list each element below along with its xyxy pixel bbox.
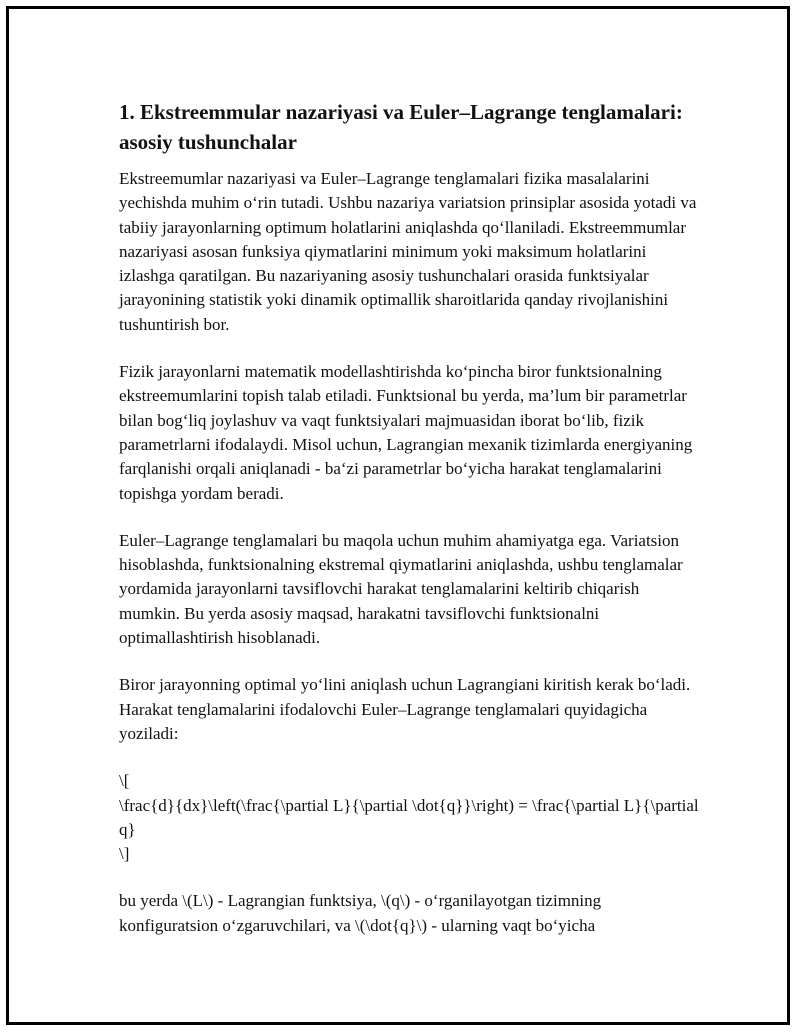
- euler-lagrange-formula: [119, 769, 699, 866]
- formula-close: \]: [119, 844, 130, 864]
- paragraph-5: bu yerda \(L\) - Lagrangian funktsiya, \(q\) - oʻrganilayotgan tizimning konfiguratsion oʻzgaruvchilari, va \(\dot{q}\) - ularning vaqt boʻyicha: [119, 891, 602, 935]
- paragraph-1: Ekstreemumlar nazariyasi va Euler–Lagrange tenglamalari fizika masalalarini yechishda muhim oʻrin tutadi. Ushbu nazariya variatsion prinsiplar asosida yotadi va tabiiy jarayonlarning optimum holatlarini aniqlashda qoʻllaniladi. Ekstreemmumlar nazariyasi asosan funksiya qiymatlarini minimum yoki maksimum holatlarini izlashga qaratilgan. Bu nazariyaning asosiy tushunchalari orasida funktsiyalar jarayonining statistik yoki dinamik optimallik sharoitlarida qanday rivojlanishini tushuntirish bor.: [119, 169, 697, 334]
- paragraph-3: Euler–Lagrange tenglamalari bu maqola uchun muhim ahamiyatga ega. Variatsion hisoblashda, funktsionalning ekstremal qiymatlarini aniqlashda, ushbu tenglamalar yordamida jarayonlarni tavsiflovchi harakat tenglamalarini keltirib chiqarish mumkin. Bu yerda asosiy maqsad, harakatni tavsiflovchi funktsionalni optimallashtirish hisoblanadi.: [119, 530, 683, 648]
- formula-body: \frac{d}{dx}\left(\frac{\partial L}{\partial \dot{q}}\right) = \frac{\partial L}{\partial q}: [119, 795, 699, 839]
- formula-open: \[: [119, 771, 130, 791]
- document-content: [119, 97, 699, 961]
- paragraph-4: Biror jarayonning optimal yoʻlini aniqlash uchun Lagrangiani kiritish kerak boʻladi. Harakat tenglamalarini ifodalovchi Euler–Lagrange tenglamalari quyidagicha yoziladi:: [119, 675, 691, 743]
- section-heading: 1. Ekstreemmular nazariyasi va Euler–Lagrange tenglamalari: asosiy tushunchalar: [119, 100, 683, 154]
- page-frame: [6, 6, 790, 1025]
- paragraph-2: Fizik jarayonlarni matematik modellashtirishda koʻpincha biror funktsionalning ekstreemumlarini topish talab etiladi. Funktsional bu yerda, ma’lum bir parametrlar bilan bogʻliq joylashuv va vaqt funktsiyalari majmuasidan iborat boʻlib, fizik parametrlarni ifodalaydi. Misol uchun, Lagrangian mexanik tizimlarda energiyaning farqlanishi orqali aniqlanadi - baʻzi parametrlar boʻyicha harakat tenglamalarini topishga yordam beradi.: [119, 362, 693, 503]
